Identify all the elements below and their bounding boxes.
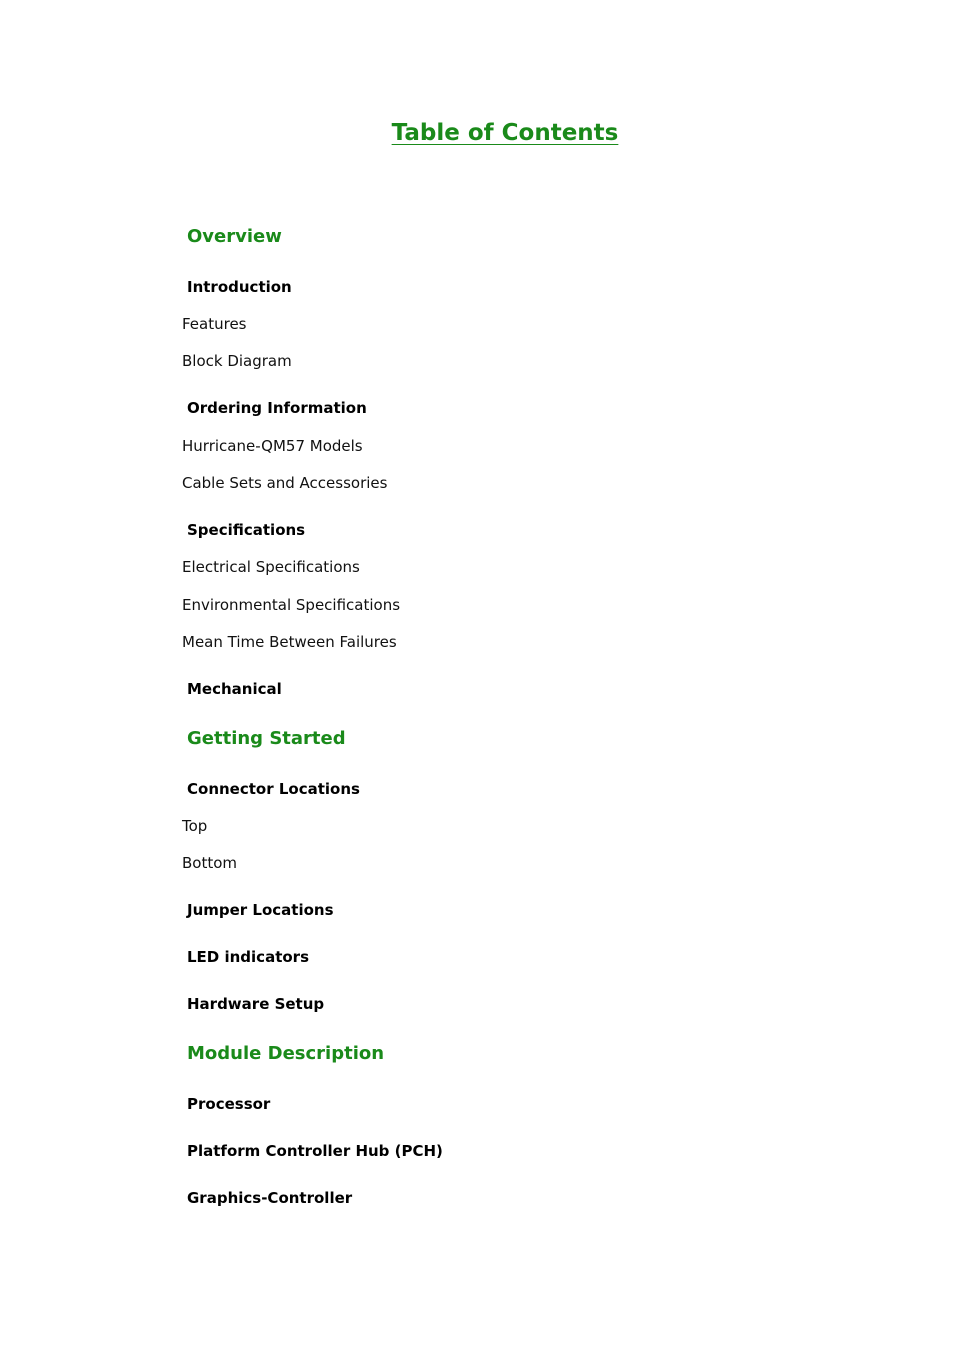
toc-overview[interactable]: Overview	[187, 226, 282, 247]
toc-connector-locations[interactable]: Connector Locations	[187, 780, 360, 798]
toc-mechanical[interactable]: Mechanical	[187, 680, 282, 698]
toc-models[interactable]: Hurricane-QM57 Models	[182, 437, 363, 455]
toc-graphics-controller[interactable]: Graphics-Controller	[187, 1189, 353, 1207]
toc-pch[interactable]: Platform Controller Hub (PCH)	[187, 1142, 443, 1160]
toc-bottom[interactable]: Bottom	[182, 854, 238, 872]
toc-jumper-locations[interactable]: Jumper Locations	[187, 901, 334, 919]
toc-mtbf[interactable]: Mean Time Between Failures	[182, 633, 397, 651]
toc-getting-started[interactable]: Getting Started	[187, 728, 346, 749]
toc-led-indicators[interactable]: LED indicators	[187, 948, 309, 966]
toc-environmental-specifications[interactable]: Environmental Specifications	[182, 596, 401, 614]
toc-ordering-information[interactable]: Ordering Information	[187, 399, 367, 417]
toc-electrical-specifications[interactable]: Electrical Specifications	[182, 558, 360, 576]
toc-specifications[interactable]: Specifications	[187, 521, 306, 539]
toc-block-diagram[interactable]: Block Diagram	[182, 352, 292, 370]
toc-features[interactable]: Features	[182, 315, 247, 333]
toc-module-description[interactable]: Module Description	[187, 1043, 385, 1064]
toc-hardware-setup[interactable]: Hardware Setup	[187, 995, 325, 1013]
toc-introduction[interactable]: Introduction	[187, 278, 292, 296]
toc-processor[interactable]: Processor	[187, 1095, 271, 1113]
page-title	[0, 118, 954, 148]
toc-top[interactable]: Top	[182, 817, 208, 835]
toc-title-link[interactable]: Table of Contents	[391, 120, 619, 146]
toc-cable-sets[interactable]: Cable Sets and Accessories	[182, 474, 388, 492]
